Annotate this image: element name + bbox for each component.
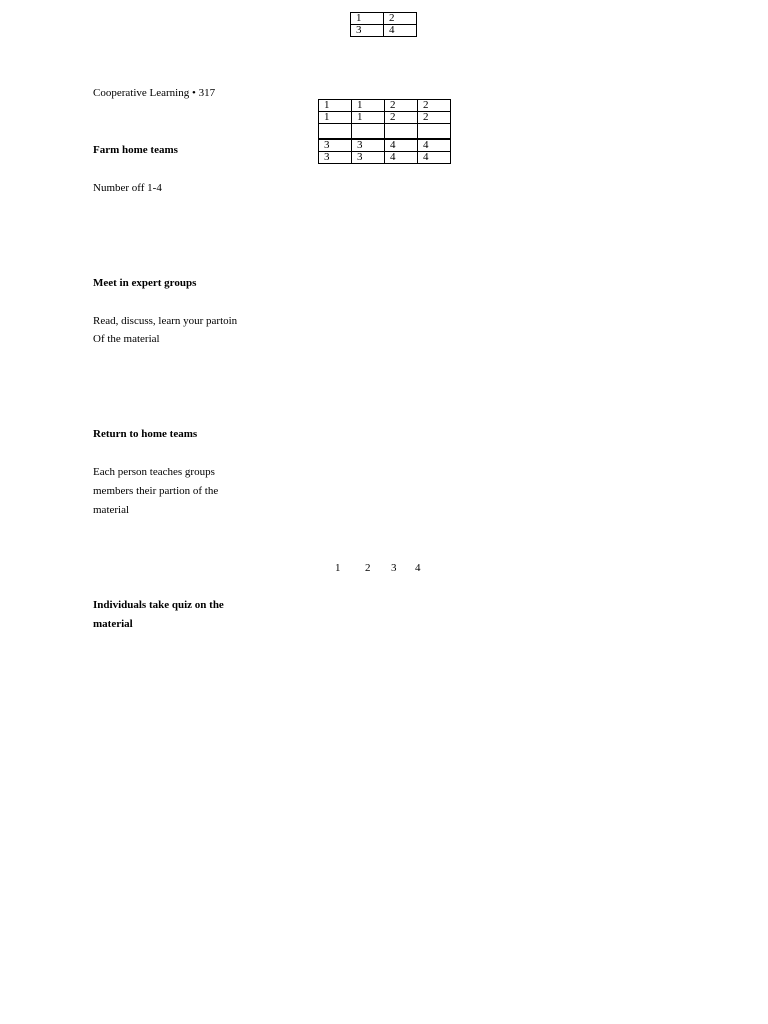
page-header: Cooperative Learning • 317	[93, 87, 216, 99]
grid-cell: 2	[418, 112, 451, 124]
grid-cell: 2	[418, 100, 451, 112]
number-item: 4	[415, 562, 421, 574]
home-team-grid	[318, 99, 451, 164]
step2-text-line: Read, discuss, learn your partoin	[93, 315, 238, 327]
grid-cell: 4	[384, 25, 417, 37]
grid-cell: 3	[319, 139, 352, 152]
grid-cell: 3	[319, 152, 352, 164]
step3-text-line: Each person teaches groups	[93, 466, 215, 478]
number-item: 2	[365, 562, 371, 574]
grid-row	[319, 139, 451, 152]
number-item: 1	[335, 562, 341, 574]
grid-cell: 4	[418, 139, 451, 152]
grid-cell: 2	[384, 13, 417, 25]
grid-cell: 1	[352, 112, 385, 124]
top-number-grid	[350, 12, 417, 37]
grid-row	[319, 152, 451, 164]
grid-cell: 4	[418, 152, 451, 164]
grid-cell	[319, 124, 352, 140]
grid-row	[319, 100, 451, 112]
step2-heading: Meet in expert groups	[93, 277, 197, 289]
grid-cell: 3	[352, 139, 385, 152]
step3-text-line: material	[93, 504, 130, 516]
step1-text: Number off 1-4	[93, 182, 162, 194]
grid-row	[319, 112, 451, 124]
grid-row	[319, 124, 451, 140]
grid-cell: 2	[385, 112, 418, 124]
grid-row	[351, 13, 417, 25]
grid-cell: 1	[351, 13, 384, 25]
step4-text-line: material	[93, 618, 133, 630]
grid-cell: 2	[385, 100, 418, 112]
grid-cell: 1	[319, 112, 352, 124]
step4-text-line: Individuals take quiz on the	[93, 599, 224, 611]
grid-row	[351, 25, 417, 37]
grid-cell: 1	[352, 100, 385, 112]
grid-cell	[352, 124, 385, 140]
step1-heading: Farm home teams	[93, 144, 178, 156]
grid-cell	[385, 124, 418, 140]
number-item: 3	[391, 562, 397, 574]
step3-heading: Return to home teams	[93, 428, 198, 440]
step3-text-line: members their partion of the	[93, 485, 219, 497]
grid-cell: 3	[352, 152, 385, 164]
grid-cell	[418, 124, 451, 140]
grid-cell: 3	[351, 25, 384, 37]
grid-cell: 4	[385, 139, 418, 152]
grid-cell: 4	[385, 152, 418, 164]
grid-cell: 1	[319, 100, 352, 112]
step2-text-line: Of the material	[93, 333, 160, 345]
